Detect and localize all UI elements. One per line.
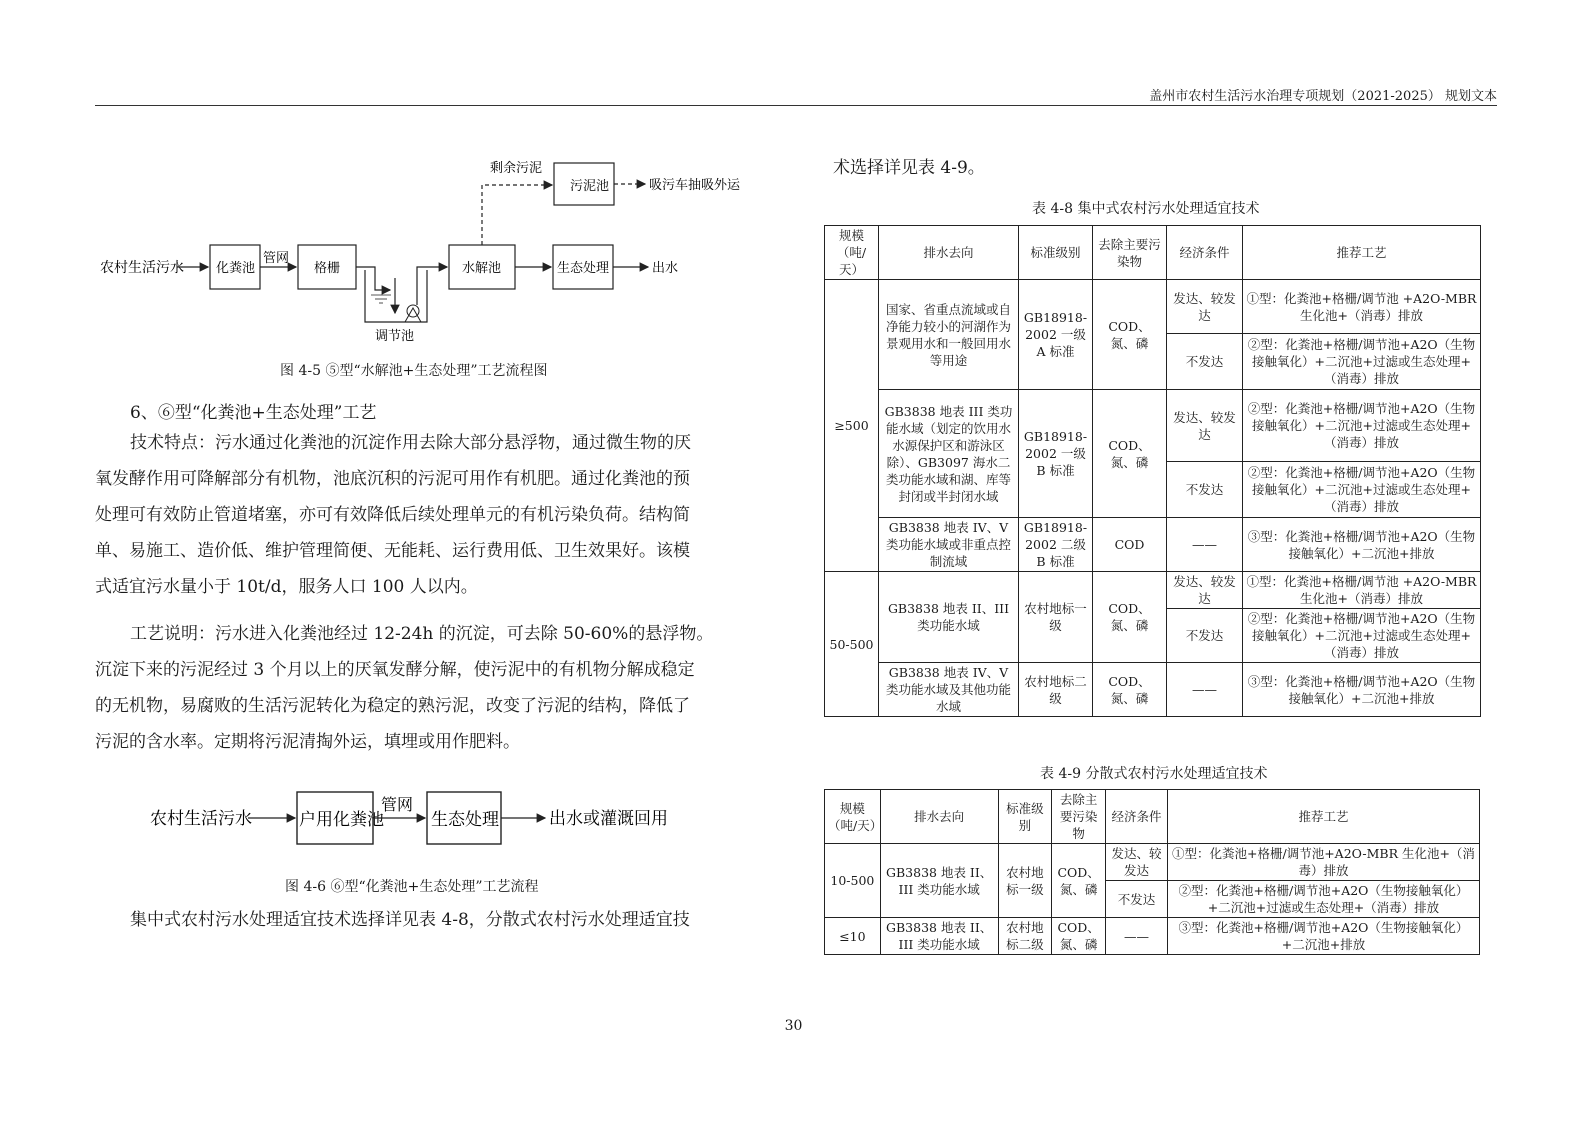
t48-g4-proc1: ①型：化粪池+格栅/调节池 +A2O-MBR 生化池+（消毒）排放	[1243, 572, 1481, 609]
t48-g1-proc2: ②型：化粪池+格栅/调节池+A2O（生物接触氧化）+二沉池+过滤或生态处理+（消毒）排放	[1243, 334, 1481, 390]
process-para-line1: 工艺说明：污水进入化粪池经过 12-24h 的沉淀，可去除 50-60%的悬浮物。	[130, 624, 714, 644]
t49-r2-pollut: COD、氮、磷	[1052, 918, 1106, 955]
t49-header-dest: 排水去向	[880, 790, 998, 844]
tech-para-line4: 单、易施工、造价低、维护管理简便、无能耗、运行费用低、卫生效果好。该模	[95, 541, 690, 561]
t48-scale-50-500: 50-500	[825, 572, 879, 717]
t49-header-econ: 经济条件	[1105, 790, 1167, 844]
t48-scale-ge500: ≥500	[825, 280, 879, 572]
figure-4-6-caption: 图 4-6 ⑥型“化粪池+生态处理”工艺流程	[285, 879, 539, 895]
t49-header-proc: 推荐工艺	[1167, 790, 1479, 844]
t48-g3-std: GB18918-2002 二级 B 标准	[1019, 518, 1093, 572]
t48-g1-std: GB18918-2002 一级 A 标准	[1019, 280, 1093, 390]
t48-g2-proc2: ②型：化粪池+格栅/调节池+A2O（生物接触氧化）+二沉池+过滤或生态处理+（消毒）排放	[1243, 462, 1481, 518]
flow5-pipe-label: 管网	[263, 251, 290, 266]
t48-g5-econ: ——	[1167, 663, 1243, 717]
t49-header-pollut: 去除主要污染物	[1052, 790, 1106, 844]
t48-g4-econ1: 发达、较发达	[1167, 572, 1243, 609]
t49-r1-std: 农村地标一级	[998, 844, 1052, 918]
t49-r2-dest: GB3838 地表 II、III 类功能水域	[880, 918, 998, 955]
tech-para-line1: 技术特点：污水通过化粪池的沉淀作用去除大部分悬浮物，通过微生物的厌	[130, 433, 691, 453]
flow6-pipe-label: 管网	[381, 795, 414, 814]
t49-r2-proc: ③型：化粪池+格栅/调节池+A2O（生物接触氧化）+二沉池+排放	[1167, 918, 1479, 955]
t48-g5-dest: GB3838 地表 IV、V 类功能水域及其他功能水域	[879, 663, 1019, 717]
table-row	[825, 390, 1481, 462]
flow5-eco-label: 生态处理	[557, 261, 610, 276]
table-row	[825, 572, 1481, 609]
t48-g3-econ: ——	[1167, 518, 1243, 572]
t49-r1-scale: 10-500	[825, 844, 881, 918]
tech-para-line2: 氧发酵作用可降解部分有机物，池底沉积的污泥可用作有机肥。通过化粪池的预	[95, 469, 690, 489]
t48-header-dest: 排水去向	[879, 226, 1019, 280]
table-row	[825, 280, 1481, 334]
table-4-8-header-row	[825, 226, 1481, 280]
figure-4-5-caption: 图 4-5 ⑤型“水解池+生态处理”工艺流程图	[280, 363, 548, 379]
t48-header-scale: 规模（吨/天）	[825, 226, 879, 280]
t49-r1-dest: GB3838 地表 II、III 类功能水域	[880, 844, 998, 918]
t48-header-std: 标准级别	[1019, 226, 1093, 280]
process-para-line4: 污泥的含水率。定期将污泥清掏外运，填埋或用作肥料。	[95, 732, 520, 752]
t49-r1-proc1: ①型：化粪池+格栅/调节池+A2O-MBR 生化池+（消毒）排放	[1167, 844, 1479, 881]
t48-g1-proc1: ①型：化粪池+格栅/调节池 +A2O-MBR 生化池+（消毒）排放	[1243, 280, 1481, 334]
t49-r1-pollut: COD、氮、磷	[1052, 844, 1106, 918]
process-para-line2: 沉淀下来的污泥经过 3 个月以上的厌氧发酵分解，使污泥中的有机物分解成稳定	[95, 660, 695, 680]
section-heading-type6: 6、⑥型“化粪池+生态处理”工艺	[130, 403, 377, 423]
t48-g1-pollut: COD、氮、磷	[1093, 280, 1167, 390]
t48-header-proc: 推荐工艺	[1243, 226, 1481, 280]
t48-g2-std: GB18918-2002 一级 B 标准	[1019, 390, 1093, 518]
t48-g1-econ2: 不发达	[1167, 334, 1243, 390]
t49-header-std: 标准级别	[998, 790, 1052, 844]
process-para-line3: 的无机物，易腐败的生活污泥转化为稳定的熟污泥，改变了污泥的结构，降低了	[95, 696, 690, 716]
table-row	[825, 844, 1480, 881]
tech-para-line3: 处理可有效防止管道堵塞，亦可有效降低后续处理单元的有机污染负荷。结构简	[95, 505, 690, 525]
t48-g4-dest: GB3838 地表 II、III 类功能水域	[879, 572, 1019, 663]
t48-g1-dest: 国家、省重点流域或自净能力较小的河湖作为景观用水和一般回用水等用途	[879, 280, 1019, 390]
flow5-output-label: 出水	[652, 261, 679, 276]
t48-header-econ: 经济条件	[1167, 226, 1243, 280]
t48-g5-proc: ③型：化粪池+格栅/调节池+A2O（生物接触氧化）+二沉池+排放	[1243, 663, 1481, 717]
t48-g3-proc: ③型：化粪池+格栅/调节池+A2O（生物接触氧化）+二沉池+排放	[1243, 518, 1481, 572]
bottom-para-line: 集中式农村污水处理适宜技术选择详见表 4-8，分散式农村污水处理适宜技	[130, 910, 690, 930]
flow5-hydrolysis-label: 水解池	[462, 261, 502, 276]
t48-g5-std: 农村地标二级	[1019, 663, 1093, 717]
t48-g4-pollut: COD、氮、磷	[1093, 572, 1167, 663]
flow5-sludge-remaining-label: 剩余污泥	[490, 161, 543, 176]
flow5-grille-label: 格栅	[314, 261, 341, 276]
t48-g3-dest: GB3838 地表 IV、V 类功能水域或非重点控制流域	[879, 518, 1019, 572]
table-4-9-caption: 表 4-9 分散式农村污水处理适宜技术	[1040, 766, 1268, 782]
flow5-input-label: 农村生活污水	[100, 260, 184, 276]
flow6-septic-label: 户用化粪池	[299, 810, 384, 830]
t48-g4-proc2: ②型：化粪池+格栅/调节池+A2O（生物接触氧化）+二沉池+过滤或生态处理+（消毒）排放	[1243, 609, 1481, 663]
flow6-eco-label: 生态处理	[431, 810, 499, 830]
header-divider	[95, 105, 1497, 106]
table-4-9-header-row	[825, 790, 1480, 844]
flow6-output-label: 出水或灌溉回用	[549, 809, 668, 829]
table-4-8	[824, 225, 1481, 717]
page-number: 30	[784, 1018, 803, 1034]
table-4-8-caption: 表 4-8 集中式农村污水处理适宜技术	[1032, 201, 1260, 217]
t48-g2-dest: GB3838 地表 III 类功能水域（划定的饮用水水源保护区和游泳区除）、GB3097 海水二类功能水域和湖、库等封闭或半封闭水域	[879, 390, 1019, 518]
flow6-input-label: 农村生活污水	[150, 809, 252, 829]
t49-r1-econ1: 发达、较发达	[1105, 844, 1167, 881]
t48-g3-pollut: COD	[1093, 518, 1167, 572]
table-row	[825, 663, 1481, 717]
flow-diagram-type6	[140, 780, 680, 850]
flow5-sludge-tank-label: 污泥池	[570, 179, 610, 194]
t49-r1-proc2: ②型：化粪池+格栅/调节池+A2O（生物接触氧化）+二沉池+过滤或生态处理+（消毒）排放	[1167, 881, 1479, 918]
t49-r1-econ2: 不发达	[1105, 881, 1167, 918]
t48-g5-pollut: COD、氮、磷	[1093, 663, 1167, 717]
flow5-regulating-label: 调节池	[375, 329, 415, 344]
flow5-septic-label: 化粪池	[216, 261, 256, 276]
document-header-title: 盖州市农村生活污水治理专项规划（2021-2025） 规划文本	[1149, 89, 1497, 104]
t48-g2-econ1: 发达、较发达	[1167, 390, 1243, 462]
t48-g4-econ2: 不发达	[1167, 609, 1243, 663]
t48-g2-econ2: 不发达	[1167, 462, 1243, 518]
table-4-9	[824, 789, 1480, 955]
t48-g1-econ1: 发达、较发达	[1167, 280, 1243, 334]
flow-diagram-type5	[95, 150, 755, 350]
t48-g2-proc1: ②型：化粪池+格栅/调节池+A2O（生物接触氧化）+二沉池+过滤或生态处理+（消毒）排放	[1243, 390, 1481, 462]
t48-g4-std: 农村地标一级	[1019, 572, 1093, 663]
t49-header-scale: 规模（吨/天）	[825, 790, 881, 844]
t48-g2-pollut: COD、氮、磷	[1093, 390, 1167, 518]
t48-header-pollut: 去除主要污染物	[1093, 226, 1167, 280]
tech-para-line5: 式适宜污水量小于 10t/d，服务人口 100 人以内。	[95, 577, 478, 597]
right-continuation-text: 术选择详见表 4-9。	[833, 158, 985, 178]
t49-r2-std: 农村地标二级	[998, 918, 1052, 955]
t49-r2-econ: ——	[1105, 918, 1167, 955]
t49-r2-scale: ≤10	[825, 918, 881, 955]
table-row	[825, 918, 1480, 955]
table-row	[825, 518, 1481, 572]
flow5-sludge-out-label: 吸污车抽吸外运	[649, 178, 741, 193]
